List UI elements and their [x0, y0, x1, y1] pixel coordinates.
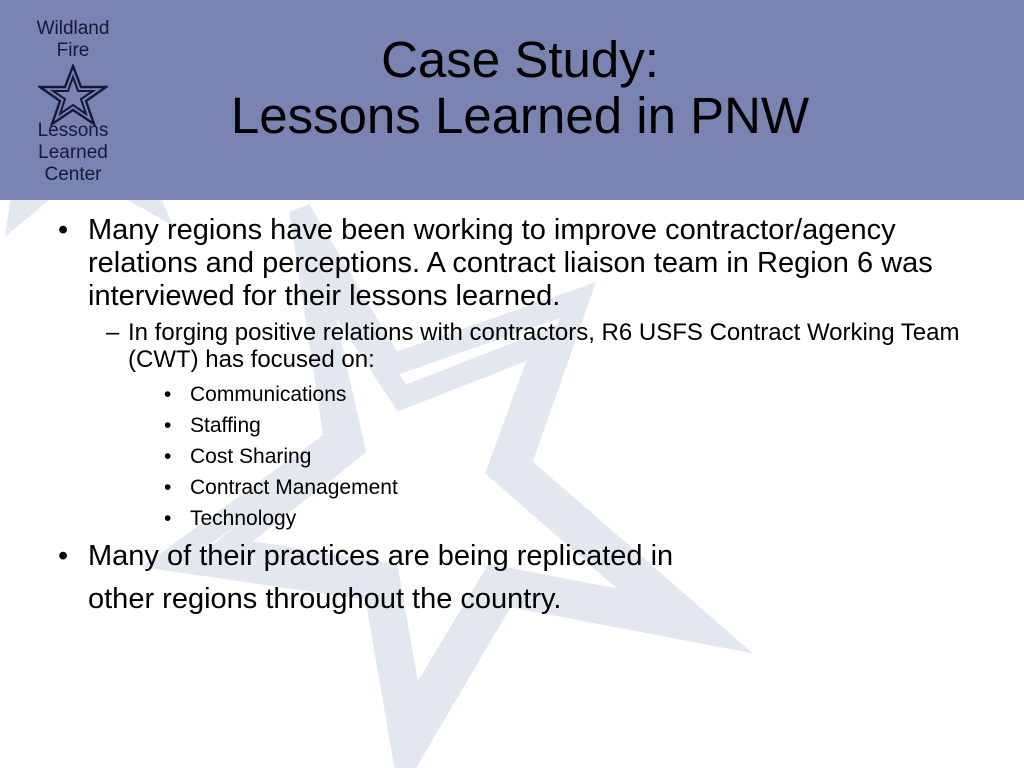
- dash-icon: –: [106, 319, 120, 346]
- slide-title: [140, 32, 900, 144]
- logo-text-line5: Center: [44, 164, 102, 185]
- title-line2: Lessons Learned in PNW: [230, 87, 810, 144]
- bullet-item-1-text: Many regions have been working to improve contractor/agency relations and perceptions. A contract liaison team in Region 6 was interviewed for their lessons learned.: [88, 214, 933, 312]
- logo-text-line2: Fire: [56, 40, 90, 61]
- bullet-icon: •: [164, 383, 172, 406]
- list-item: [164, 379, 978, 410]
- list-item: [164, 410, 978, 441]
- logo-text-line4: Learned: [38, 142, 108, 163]
- list-item-text: Staffing: [190, 414, 261, 437]
- list-item: [164, 503, 978, 534]
- title-line1: Case Study:: [381, 31, 659, 88]
- star-icon: [38, 64, 108, 126]
- bullet-item-1: [58, 214, 978, 313]
- bullet-item-2-line2: other regions throughout the country.: [88, 583, 562, 615]
- bullet-icon: •: [58, 540, 69, 572]
- bullet-icon: •: [58, 214, 69, 246]
- bullet-icon: •: [164, 445, 172, 468]
- logo-text-line1: Wildland: [36, 18, 110, 39]
- logo: [18, 14, 128, 190]
- bullet-icon: •: [164, 476, 172, 499]
- list-item-text: Cost Sharing: [190, 445, 312, 468]
- bullet-item-2-line1: Many of their practices are being replicated in: [88, 540, 674, 572]
- list-item-text: Technology: [190, 507, 297, 530]
- list-item: [164, 441, 978, 472]
- slide-body: [58, 214, 978, 622]
- logo-text-line3: Lessons: [37, 120, 109, 141]
- sub-bullet-item: [106, 319, 978, 373]
- sub-bullet-text: In forging positive relations with contractors, R6 USFS Contract Working Team (CWT) has focused on:: [128, 319, 960, 373]
- bullet-item-2: [58, 540, 978, 616]
- focus-list: [164, 379, 978, 534]
- bullet-icon: •: [164, 507, 172, 530]
- list-item: [164, 472, 978, 503]
- list-item-text: Communications: [190, 383, 347, 406]
- bullet-icon: •: [164, 414, 172, 437]
- list-item-text: Contract Management: [190, 476, 398, 499]
